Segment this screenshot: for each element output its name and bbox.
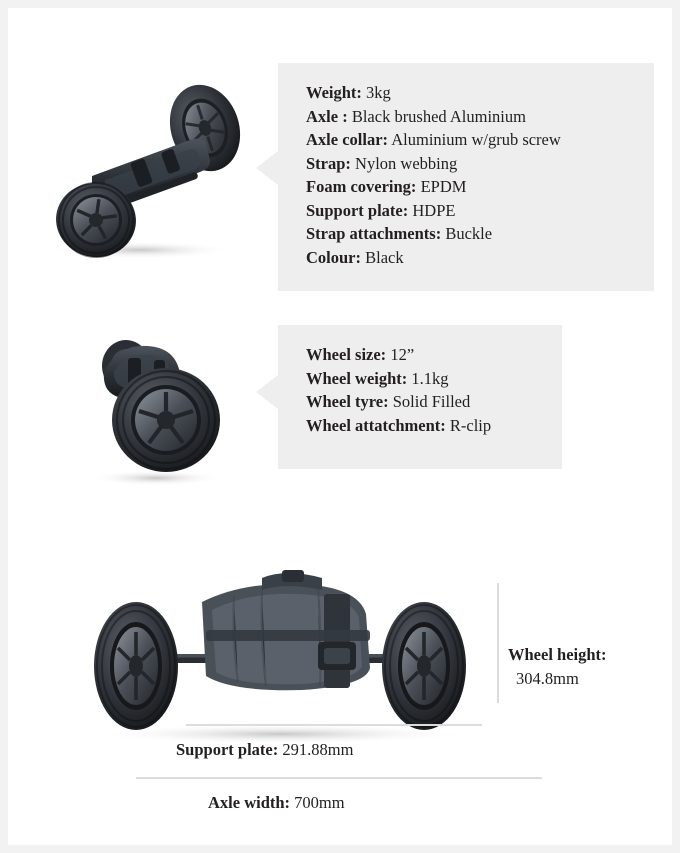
spec-key: Axle : (306, 106, 348, 126)
spec-row (306, 343, 542, 367)
spec-key: Wheel attatchment: (306, 415, 446, 435)
spec-row (306, 367, 542, 391)
spec-row (306, 222, 634, 246)
spec-row (306, 175, 634, 199)
spec-value: HDPE (412, 200, 456, 220)
spec-value: 1.1kg (411, 368, 449, 388)
spec-value: Aluminium w/grub screw (391, 130, 561, 149)
spec-row (306, 246, 634, 270)
support-plate-measure-line (186, 724, 482, 726)
dimension-value: 291.88mm (282, 740, 354, 759)
support-plate-label (176, 738, 353, 761)
folded-trolley-photo (30, 68, 260, 260)
spec-value: EPDM (420, 177, 467, 196)
spec-key: Axle collar: (306, 130, 389, 149)
spec-row (306, 199, 634, 223)
callout-pointer-icon (256, 151, 278, 185)
product-specifications-card (278, 63, 654, 291)
dimension-value: 700mm (294, 793, 345, 812)
spec-value: 3kg (366, 83, 391, 102)
spec-key: Support plate: (306, 200, 409, 220)
axle-width-label (208, 791, 345, 814)
spec-key: Foam covering: (306, 177, 417, 196)
spec-value: R-clip (449, 415, 492, 435)
dimension-value: 304.8mm (516, 669, 579, 688)
spec-value: Solid Filled (392, 392, 471, 411)
spec-value: Buckle (445, 224, 493, 243)
spec-key: Colour: (306, 247, 361, 267)
spec-value: Nylon webbing (355, 153, 458, 173)
spec-row (306, 152, 634, 176)
spec-row (306, 128, 634, 152)
upright-trolley-photo (68, 308, 238, 488)
spec-row (306, 414, 542, 438)
spec-key: Wheel tyre: (306, 392, 389, 411)
wheel-height-label (508, 643, 668, 691)
spec-row (306, 105, 634, 129)
dimension-key: Support plate: (176, 740, 279, 759)
spec-key: Wheel weight: (306, 368, 408, 388)
axle-width-measure-line (136, 777, 542, 779)
spec-key: Weight: (306, 83, 362, 102)
dimension-key: Axle width: (208, 793, 291, 812)
spec-row (306, 390, 542, 414)
spec-value: 12” (390, 345, 415, 364)
wheel-specifications-card (278, 325, 562, 469)
spec-row (306, 81, 634, 105)
dimension-key: Wheel height: (508, 645, 607, 664)
spec-key: Strap attachments: (306, 224, 442, 243)
spec-key: Wheel size: (306, 345, 387, 364)
spec-value: Black brushed Aluminium (351, 106, 526, 126)
spec-key: Strap: (306, 153, 351, 173)
spec-value: Black (365, 247, 404, 267)
wheel-height-measure-line (497, 583, 499, 703)
front-view-trolley-photo (66, 556, 496, 746)
callout-pointer-icon (256, 375, 278, 409)
